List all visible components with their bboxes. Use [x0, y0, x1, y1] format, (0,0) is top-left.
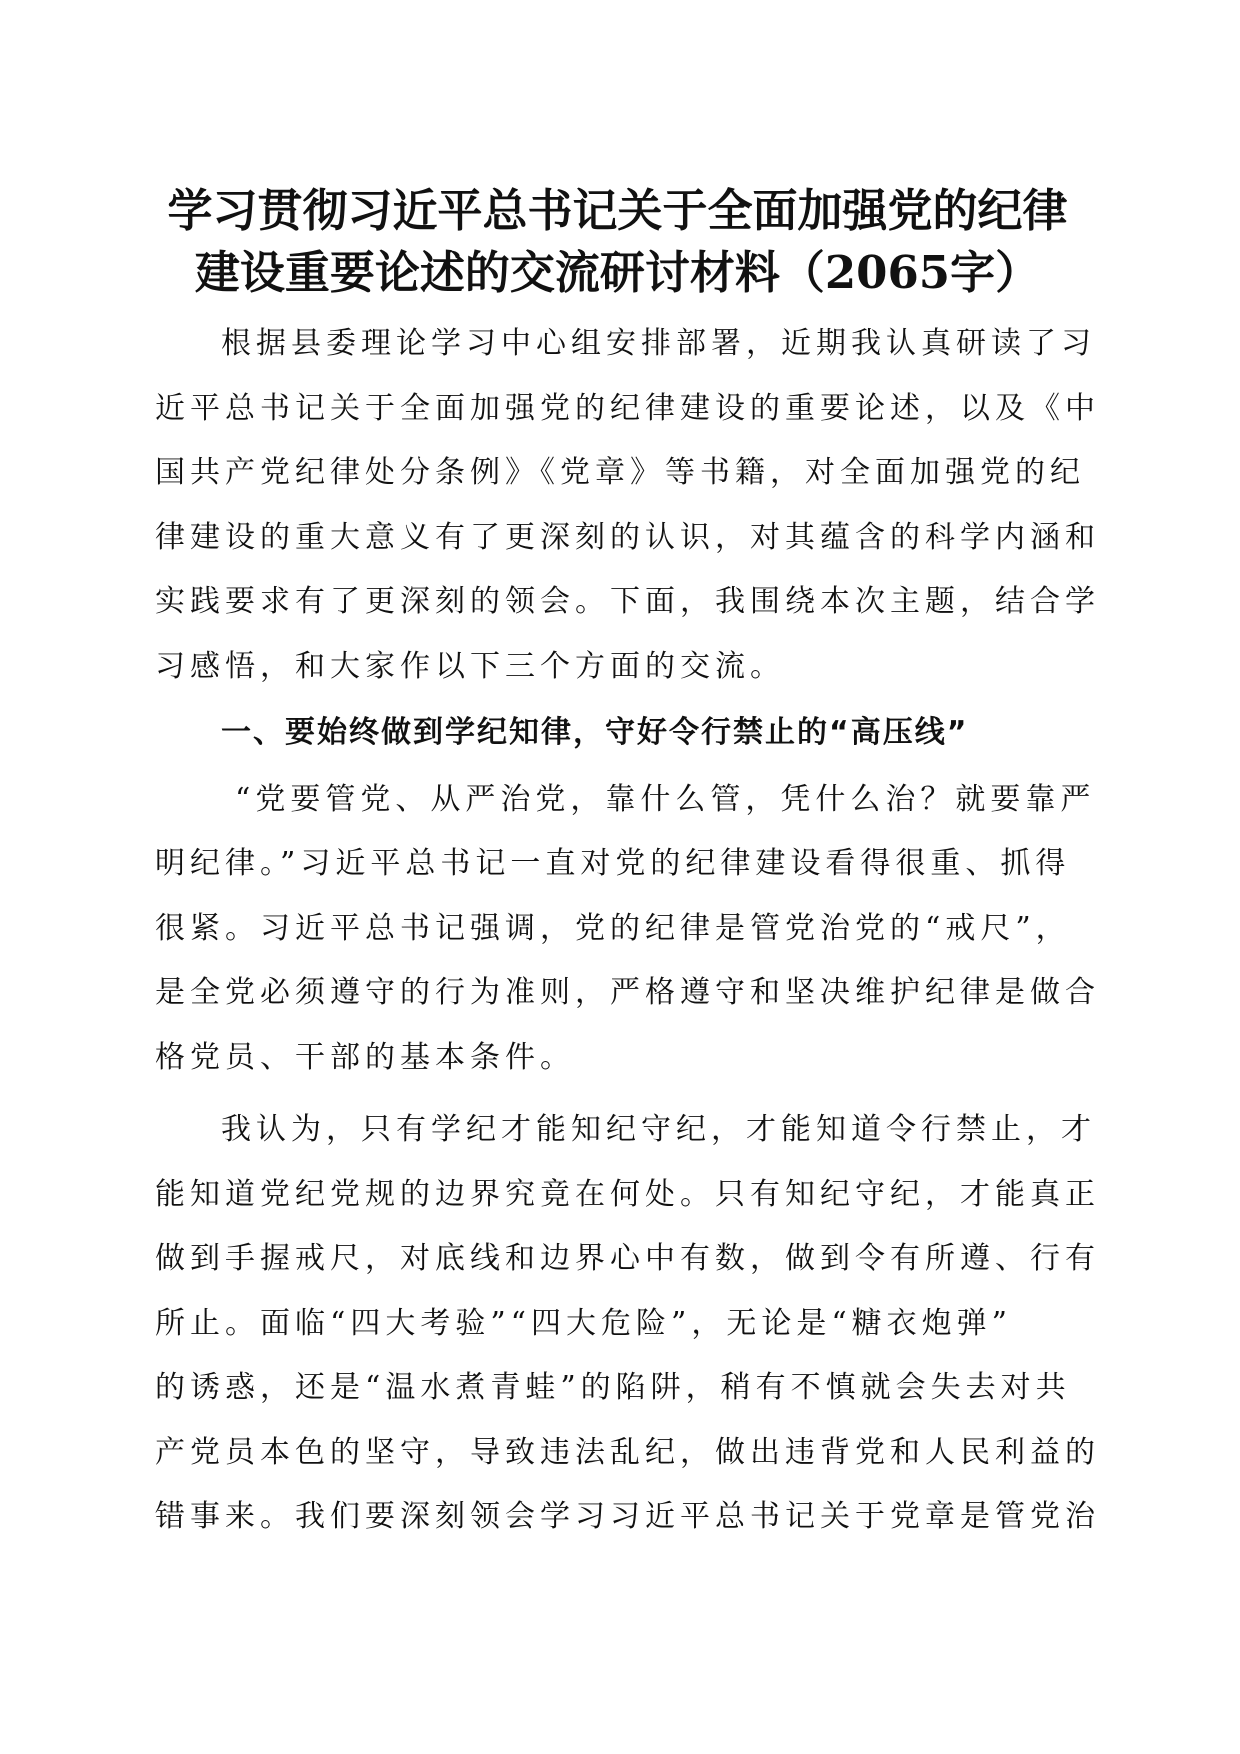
body-paragraph [155, 1098, 1100, 1550]
intro-paragraph [155, 312, 1100, 699]
text-line: 产党员本色的坚守，导致违法乱纪，做出违背党和人民利益的 [155, 1434, 1100, 1470]
text-line: 国共产党纪律处分条例》《党章》等书籍，对全面加强党的纪 [155, 455, 1085, 490]
document-title [140, 180, 1095, 304]
text-line: 能知道党纪党规的边界究竟在何处。只有知纪守纪，才能真正 [155, 1176, 1100, 1212]
text-line: 的诱惑，还是“温水煮青蛙”的陷阱，稍有不慎就会失去对共 [155, 1370, 1071, 1405]
text-line: 很紧。习近平总书记强调，党的纪律是管党治党的“戒尺”， [155, 910, 1071, 946]
text-line: 习感悟，和大家作以下三个方面的交流。 [155, 648, 785, 684]
text-line: “党要管党、从严治党，靠什么管，凭什么治？就要靠严 [235, 781, 1096, 817]
text-line: 做到手握戒尺，对底线和边界心中有数，做到令有所遵、行有 [155, 1241, 1100, 1276]
quote-paragraph [155, 768, 1100, 1091]
title-line-2: 建设重要论述的交流研讨材料（2065字） [194, 246, 1041, 299]
text-line: 格党员、干部的基本条件。 [155, 1039, 575, 1075]
text-line: 是全党必须遵守的行为准则，严格遵守和坚决维护纪律是做合 [155, 975, 1100, 1010]
text-line: 近平总书记关于全面加强党的纪律建设的重要论述，以及《中 [155, 390, 1100, 426]
document-body [155, 312, 1100, 1550]
section-heading-1: 一、要始终做到学纪知律，守好令行禁止的“高压线” [221, 715, 969, 750]
text-line: 实践要求有了更深刻的领会。下面，我围绕本次主题，结合学 [155, 584, 1100, 619]
text-line: 错事来。我们要深刻领会学习习近平总书记关于党章是管党治 [155, 1499, 1100, 1534]
text-line: 根据县委理论学习中心组安排部署，近期我认真研读了习 [221, 326, 1096, 361]
text-line: 所止。面临“四大考验”“四大危险”，无论是“糖衣炮弹” [155, 1305, 1013, 1341]
text-line: 律建设的重大意义有了更深刻的认识，对其蕴含的科学内涵和 [155, 519, 1100, 555]
title-line-1: 学习贯彻习近平总书记关于全面加强党的纪律 [167, 184, 1068, 237]
text-line: 我认为，只有学纪才能知纪守纪，才能知道令行禁止，才 [221, 1112, 1096, 1147]
text-line: 明纪律。”习近平总书记一直对党的纪律建设看得很重、抓得 [155, 846, 1071, 881]
